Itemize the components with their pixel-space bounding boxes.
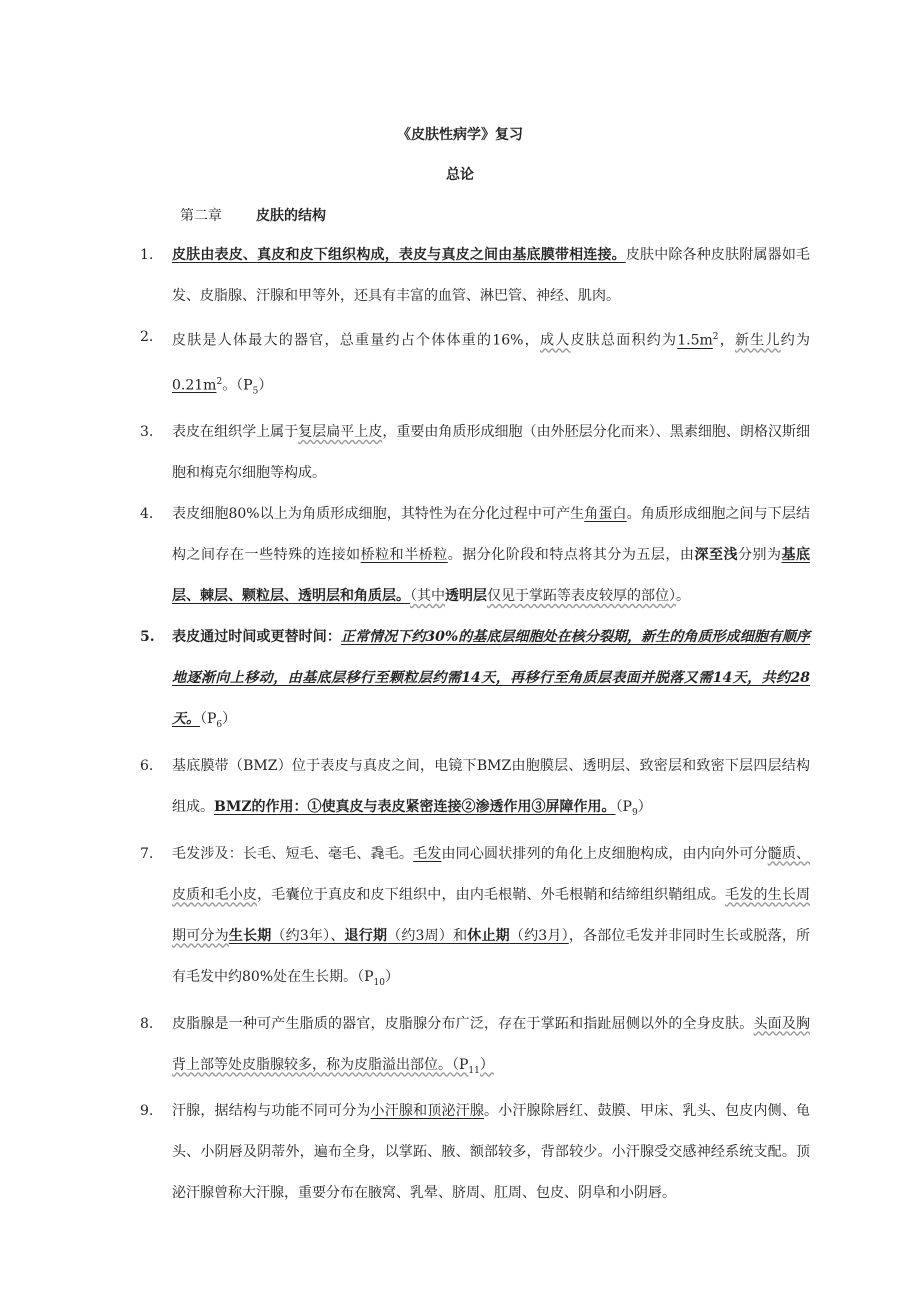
text-segment: 。据分化阶段和特点将其分为五层，由 (447, 547, 695, 564)
text-segment: 皮肤中除各种皮肤附属器如毛发、皮脂腺、汗腺和甲等外，还具有丰富的血管、淋巴管、神经、肌肉。 (172, 247, 811, 304)
text-segment: 。角质形成细胞之间与下层结构之间存在一些特殊的连接如 (172, 506, 811, 564)
text-segment: 生长期 (228, 927, 272, 944)
text-segment: 5 (252, 386, 259, 397)
item-number: 8. (140, 1015, 154, 1032)
text-segment: 0.21m (172, 377, 217, 394)
list-item (140, 494, 810, 617)
text-segment: 皮脂腺是一种可产生脂质的器官，皮脂腺分布广泛，存在于掌跖和指趾屈侧以外的全身皮肤。 (172, 1015, 754, 1032)
item-number: 5. (140, 629, 155, 646)
text-segment: 基底膜带（BMZ）位于表皮与真皮之间，电镜下BMZ由胞膜层、透明层、致密层和致密下层四层结构组成。 (172, 757, 810, 815)
text-segment: 毛发涉及：长毛、短毛、毫毛、毳毛。 (172, 845, 414, 862)
text-segment: 1.5m (677, 332, 713, 349)
text-segment: （P (615, 798, 632, 815)
text-segment: ，各部位毛发并非同时生长或脱落，所有毛发中约80%处在生长期。（P (172, 927, 811, 985)
text-segment: ） (479, 1056, 494, 1073)
item-number: 6. (140, 757, 154, 774)
text-segment: 表皮细胞80%以上为角质形成细胞，其特性为在分化过程中可产生 (172, 506, 585, 523)
text-segment: （约3年）、 (271, 927, 345, 944)
list-item (140, 1004, 810, 1092)
text-segment: 汗腺，据结构与功能不同可分为 (172, 1103, 371, 1120)
list-item (140, 317, 810, 412)
text-segment: 桥粒和半桥粒 (360, 547, 448, 564)
text-segment: （约3周）和 (387, 927, 468, 944)
text-segment: 。（P (222, 377, 253, 394)
text-segment: 11 (468, 1065, 480, 1076)
document-title: 《皮肤性病学》复习 (397, 127, 523, 143)
text-segment: 6 (216, 719, 223, 730)
text-segment: 10 (373, 977, 385, 988)
item-number: 4. (140, 506, 154, 523)
text-segment: 头面及胸背上部等处皮脂腺较多，称为皮脂溢出部位。（P (172, 1015, 810, 1073)
list-item (140, 617, 810, 746)
text-segment: 髓质、皮质和毛小皮 (172, 845, 811, 903)
numbered-list (140, 235, 810, 1214)
chapter-heading (180, 205, 326, 225)
list-item (140, 834, 810, 1004)
text-segment: ） (222, 711, 237, 728)
text-segment: 休止期 (467, 927, 510, 944)
text-segment: BMZ的作用：①使真皮与表皮紧密连接②渗透作用③屏障作用。 (214, 798, 616, 815)
text-segment: 9 (631, 807, 638, 818)
text-segment: ，重要由角质形成细胞（由外胚层分化而来）、黑素细胞、朗格汉斯细胞和梅克尔细胞等构成。 (172, 424, 811, 482)
text-segment: ） (637, 798, 652, 815)
text-segment: 2 (712, 332, 719, 342)
text-segment: （其中 (410, 588, 445, 605)
text-segment: ） (385, 968, 399, 985)
text-segment: 复层扁平上皮 (298, 424, 383, 441)
text-segment: 小汗腺和顶泌汗腺 (370, 1103, 485, 1120)
item-number: 2. (140, 329, 154, 345)
text-segment: 2 (216, 376, 223, 387)
text-segment: 皮肤总面积约为 (570, 332, 678, 349)
text-segment: 。小汗腺除唇红、鼓膜、甲床、乳头、包皮内侧、龟头、小阴唇及阴蒂外，遍布全身，以掌跖、腋、额部较多，背部较少。小汗腺受交感神经系统支配。顶泌汗腺曾称大汗腺，重要分布在腋窝、乳晕、脐周、肛周、包皮、阴阜和小阴唇。 (172, 1103, 811, 1202)
text-segment: 毛发的生长周期可分为 (172, 886, 811, 944)
text-segment: 成人 (539, 332, 571, 349)
text-segment: （约3月） (509, 927, 569, 944)
text-segment: 。 (676, 588, 690, 605)
text-segment: （P (200, 711, 217, 728)
list-item (140, 746, 810, 834)
item-number: 7. (140, 845, 154, 862)
text-segment: 皮肤是人体最大的器官，总重量约占个体体重的16%， (172, 332, 540, 349)
text-segment: 皮肤由表皮、真皮和皮下组织构成，表皮与真皮之间由基底膜带相连接。 (172, 247, 626, 263)
text-segment: ，毛囊位于真皮和皮下组织中，由内毛根鞘、外毛根鞘和结缔组织鞘组成。 (257, 886, 726, 903)
text-segment: 约为 (780, 332, 811, 349)
text-segment: 仅见于掌跖等表皮较厚的部位） (487, 588, 676, 605)
list-item (140, 1091, 810, 1214)
chapter-number: 第二章 (180, 208, 222, 224)
text-segment: 表皮在组织学上属于 (172, 424, 299, 441)
text-segment: ， (718, 332, 736, 349)
text-segment: ） (258, 377, 273, 394)
text-segment: 由同心圆状排列的角化上皮细胞构成，由内向外可分 (441, 845, 768, 862)
item-number: 1. (140, 247, 154, 263)
text-segment: 正常情况下约30%的基底层细胞处在核分裂期，新生的角质形成细胞有顺序地逐渐向上移动，由基底层移行至颗粒层约需14天，再移行至角质层表面并脱落又需14天，共约28天。 (172, 629, 810, 728)
text-segment: 表皮通过时间或更替时间： (172, 629, 341, 646)
item-number: 3. (140, 424, 154, 441)
section-title: 总论 (446, 167, 474, 183)
list-item (140, 235, 810, 317)
text-segment: 基底层、棘层、颗粒层、透明层和角质层。 (172, 547, 811, 605)
text-segment: 毛发 (413, 845, 442, 862)
list-item (140, 412, 810, 494)
text-segment: 角蛋白 (584, 506, 627, 523)
text-segment: 新生儿 (735, 332, 781, 349)
text-segment: 透明层 (445, 588, 487, 605)
chapter-name: 皮肤的结构 (256, 208, 326, 224)
text-segment: 分别为 (737, 547, 782, 564)
text-segment: 退行期 (344, 927, 388, 944)
text-segment: 深至浅 (694, 547, 738, 564)
item-number: 9. (140, 1103, 154, 1120)
